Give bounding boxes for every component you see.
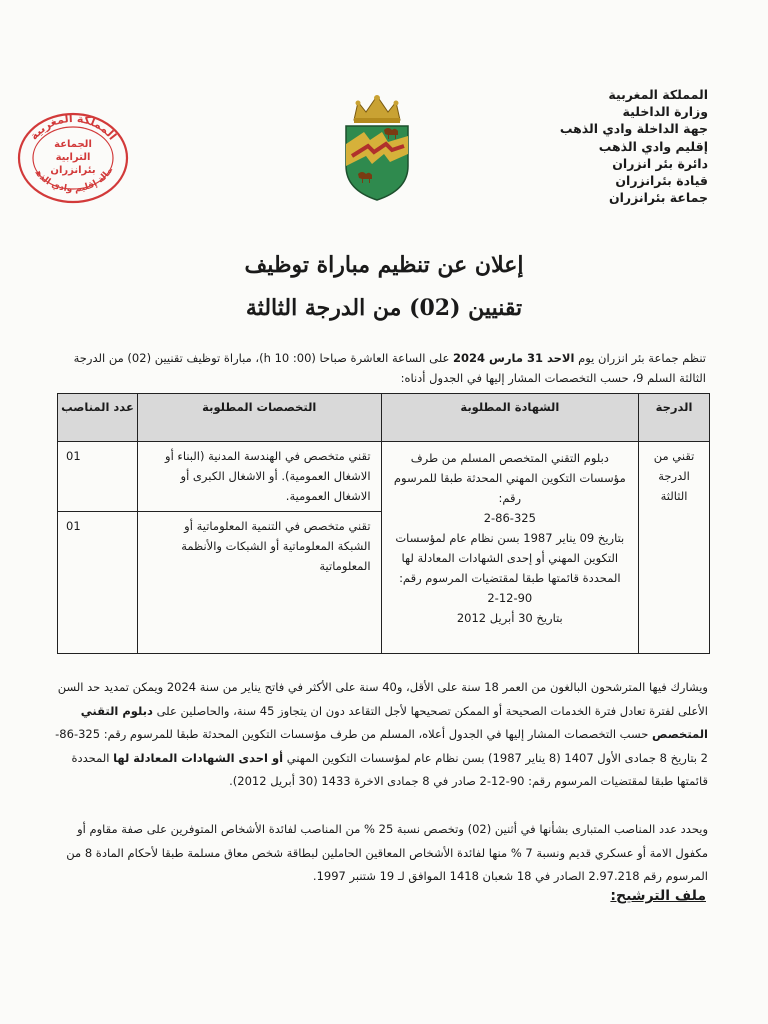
- certificate-line: بتاريخ 09 يناير 1987 بسن نظام عام لمؤسسات: [395, 531, 625, 545]
- stamp-bottom-text: مالة إقليم وادي الذه: [32, 166, 115, 195]
- announcement-subtitle: تقنيين (02) من الدرجة الثالثة: [245, 295, 523, 321]
- admin-line: جماعة بئرانزران: [608, 190, 708, 206]
- certificate-line: رقم:: [498, 491, 522, 505]
- administrative-header: [488, 86, 708, 206]
- announcement-title: إعلان عن تنظيم مباراة توظيف: [244, 252, 524, 278]
- certificate-line: مؤسسات التكوين المهني المحدثة طبقا للمرسوم: [393, 471, 626, 485]
- degree-cell: تقني من الدرجة الثالثة: [639, 442, 710, 654]
- header-certificate: الشهادة المطلوبة: [381, 394, 639, 442]
- stamp-line-1: الجماعة: [54, 139, 92, 150]
- conditions-part-1: ويشارك فيها المترشحون البالغون من العمر 18 سنة على الأقل، و40 سنة على الأكثر في فاتح يناير من سنة 2024 ويمكن تمديد حد السن الأعلى لفترة تعادل فترة الخدمات الصحيحة أو الممكن تصحيحها لأجل التقاعد دون ان يتجاوز 45 سنة، والحاصلين على: [57, 680, 708, 718]
- conditions-bold-1: دبلوم التقني المتخصص: [80, 703, 708, 741]
- admin-line: المملكة المغربية: [608, 87, 708, 102]
- admin-line: وزارة الداخلية: [622, 104, 708, 120]
- table-header-row: [58, 394, 710, 442]
- conditions-bold-2: أو احدى الشهادات المعادلة لها: [113, 750, 284, 765]
- admin-line: قيادة بئرانزران: [615, 173, 708, 189]
- official-stamp: [14, 110, 132, 206]
- certificate-line: 2-86-325: [483, 511, 536, 525]
- certificate-line: المحددة قائمتها طبقا لمقتضيات المرسوم رقم:: [399, 571, 621, 585]
- intro-paragraph: [56, 348, 706, 388]
- coat-of-arms-icon: [334, 92, 420, 204]
- quota-paragraph: ويحدد عدد المناصب المتبارى بشأنها في أثنين (02) وتخصص نسبة 25 % من المناصب لفائدة الأشخاص المتوفرين على صفة مقاوم أو مكفول الامة أو عسكري قديم ونسبة 7 % منها لفائدة الأشخاص المعاقين الحاملين لبطاقة شخص معاق مسلمة طبقا لأحكام المادة 8 من المرسوم رقم 2.97.218 الصادر في 18 شعبان 1418 الموافق لـ 19 شتنبر 1997.: [66, 822, 708, 883]
- specialty-cell: تقني متخصص في التنمية المعلوماتية أو الشبكة المعلوماتية أو الشبكات والأنظمة المعلوماتية: [137, 512, 381, 654]
- intro-part-2: على الساعة العاشرة صباحا (00: 10 h)، مباراة توظيف تقنيين (02) من الدرجة الثالثة السلم 9، حسب التخصصات المشار إليها في الجدول أدناه:: [73, 351, 706, 385]
- conditions-paragraph: [48, 676, 708, 794]
- certificate-line: التكوين المهني أو إحدى الشهادات المعادلة لها: [401, 551, 619, 565]
- stamp-outer-text: المملكة المغربية: [27, 111, 119, 143]
- certificate-line: دبلوم التقني المتخصص المسلم من طرف: [410, 451, 609, 465]
- application-file-heading: ملف الترشيح:: [610, 888, 706, 904]
- admin-line: إقليم وادي الذهب: [598, 138, 708, 154]
- stamp-line-2: الترابية: [55, 152, 91, 163]
- certificate-cell: [381, 442, 639, 654]
- posts-cell: 01: [58, 512, 138, 654]
- stamp-line-3: بئرانزران: [50, 165, 96, 176]
- header-specialties: التخصصات المطلوبة: [137, 394, 381, 442]
- conditions-part-2: حسب التخصصات المشار إليها في الجدول أعلاه، المسلم من طرف مؤسسات التكوين المحدثة طبقا للمرسوم رقم: 325-86-2 بتاريخ 8 جمادى الأول 1407 (8 يناير 1987) بسن نظام عام لمؤسسات التكوين المهني: [55, 727, 708, 765]
- header-degree: الدرجة: [639, 394, 710, 442]
- intro-date: الاحد 31 مارس 2024: [453, 351, 575, 365]
- specialty-cell: تقني متخصص في الهندسة المدنية (البناء أو الاشغال العمومية). أو الاشغال الكبرى أو الاشغال العمومية.: [137, 442, 381, 512]
- intro-part-1: تنظم جماعة بئر انزران يوم: [574, 351, 706, 365]
- conditions-part-3: المحددة قائمتها طبقا لمقتضيات المرسوم رقم: 90-12-2 صادر في 8 جمادى الاخرة 1433 (30 أبريل 2012).: [71, 750, 708, 788]
- table-row: [58, 442, 710, 512]
- certificate-line: 2-12-90: [487, 591, 533, 605]
- admin-line: جهة الداخلة وادي الذهب: [559, 121, 708, 137]
- certificate-line: بتاريخ 30 أبريل 2012: [456, 611, 563, 625]
- header-posts: عدد المناصب: [58, 394, 138, 442]
- posts-cell: 01: [58, 442, 138, 512]
- requirements-table: [57, 393, 710, 654]
- admin-line: دائرة بئر انزران: [612, 155, 708, 171]
